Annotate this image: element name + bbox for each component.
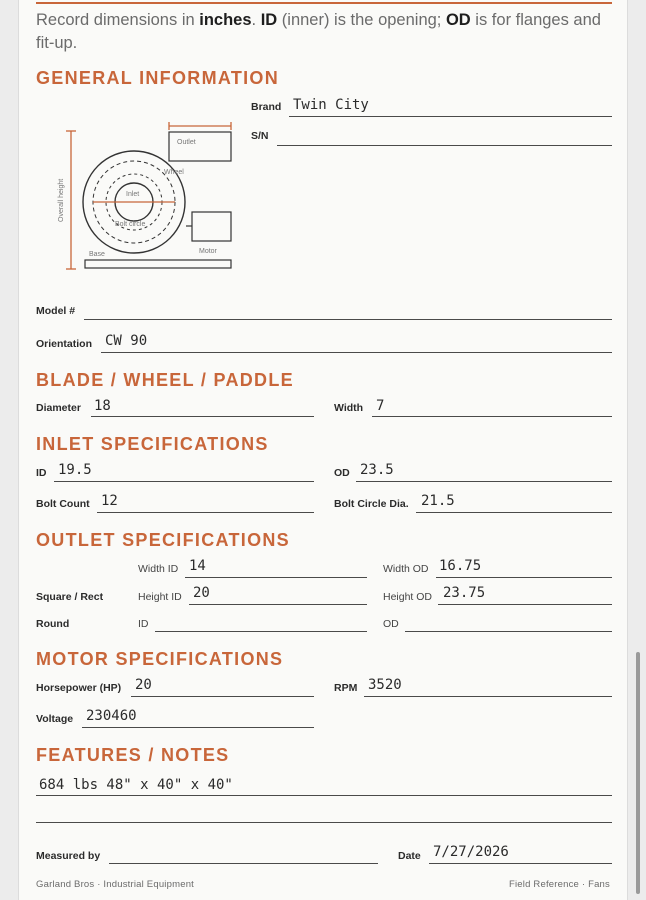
diameter-field[interactable] xyxy=(91,399,314,417)
rpm-value: 3520 xyxy=(368,677,402,693)
outlet-diagram-text: Outlet xyxy=(177,139,196,146)
inlet-diagram-text: Inlet xyxy=(126,191,140,198)
width-label: Width xyxy=(334,402,364,414)
bolt-circle-diagram-text: Bolt circle xyxy=(115,221,146,228)
round-od-label: OD xyxy=(383,618,399,630)
diameter-value: 18 xyxy=(94,398,111,414)
section-title-motor: MOTOR SPECIFICATIONS xyxy=(36,649,284,669)
sn-field[interactable] xyxy=(277,128,612,146)
voltage-value: 230460 xyxy=(86,708,137,724)
round-label: Round xyxy=(36,618,70,630)
inlet-id-value: 19.5 xyxy=(58,462,92,478)
diameter-label: Diameter xyxy=(36,402,81,414)
footer-right: Field Reference · Fans xyxy=(508,879,610,890)
section-title-inlet: INLET SPECIFICATIONS xyxy=(36,434,269,454)
date-label: Date xyxy=(398,850,421,862)
inlet-od-field[interactable] xyxy=(356,464,612,482)
sn-label: S/N xyxy=(251,130,269,142)
round-od-field[interactable] xyxy=(405,614,612,632)
inlet-id-label: ID xyxy=(36,467,47,479)
width-id-field[interactable] xyxy=(185,560,367,578)
form-sheet xyxy=(18,0,628,900)
base-diagram-text: Base xyxy=(89,251,105,258)
model-label: Model # xyxy=(36,305,76,317)
bolt-count-label: Bolt Count xyxy=(36,498,90,510)
height-od-value: 23.75 xyxy=(443,585,486,601)
width-field[interactable] xyxy=(372,399,612,417)
fan-diagram xyxy=(49,118,239,278)
round-id-field[interactable] xyxy=(155,614,367,632)
measured-by-label: Measured by xyxy=(36,850,101,862)
footer-left: Garland Bros · Industrial Equipment xyxy=(36,879,195,890)
intro-text: Record dimensions in inches. ID (inner) is the opening; OD is for flanges and fit-up. xyxy=(36,11,601,52)
width-id-label: Width ID xyxy=(138,563,179,575)
bolt-count-field[interactable] xyxy=(97,495,314,513)
width-od-value: 16.75 xyxy=(439,558,482,574)
scrollbar[interactable] xyxy=(636,652,640,894)
bolt-circle-value: 21.5 xyxy=(421,493,455,509)
round-id-label: ID xyxy=(138,618,149,630)
overall-height-text: Overall height xyxy=(58,178,65,222)
hp-field[interactable] xyxy=(131,679,314,697)
section-title-general: GENERAL INFORMATION xyxy=(36,68,280,88)
width-id-value: 14 xyxy=(189,558,206,574)
width-value: 7 xyxy=(376,398,385,414)
brand-label: Brand xyxy=(251,101,282,113)
width-od-label: Width OD xyxy=(383,563,429,575)
notes-value-1: 684 lbs 48" x 40" x 40" xyxy=(39,777,233,793)
height-id-value: 20 xyxy=(193,585,210,601)
bolt-count-value: 12 xyxy=(101,493,118,509)
inlet-od-label: OD xyxy=(334,467,350,479)
height-id-label: Height ID xyxy=(138,591,182,603)
wheel-diagram-text: Wheel xyxy=(164,169,184,176)
inlet-od-value: 23.5 xyxy=(360,462,394,478)
brand-value: Twin City xyxy=(293,97,369,113)
square-rect-label: Square / Rect xyxy=(36,591,104,603)
inlet-id-field[interactable] xyxy=(54,464,314,482)
section-title-blade: BLADE / WHEEL / PADDLE xyxy=(36,370,294,390)
hp-value: 20 xyxy=(135,677,152,693)
section-title-outlet: OUTLET SPECIFICATIONS xyxy=(36,530,290,550)
date-value: 7/27/2026 xyxy=(433,844,509,860)
measured-by-field[interactable] xyxy=(109,846,378,864)
height-id-field[interactable] xyxy=(189,587,367,605)
top-rule xyxy=(36,2,612,4)
voltage-label: Voltage xyxy=(36,713,74,725)
orientation-field[interactable] xyxy=(101,335,612,353)
motor-diagram-text: Motor xyxy=(199,248,217,255)
orientation-value: CW 90 xyxy=(105,333,148,349)
hp-label: Horsepower (HP) xyxy=(36,682,122,694)
orientation-label: Orientation xyxy=(36,338,93,350)
bolt-circle-label: Bolt Circle Dia. xyxy=(334,498,409,510)
height-od-label: Height OD xyxy=(383,591,433,603)
section-title-features: FEATURES / NOTES xyxy=(36,745,230,765)
rpm-label: RPM xyxy=(334,682,358,694)
model-field[interactable] xyxy=(84,302,612,320)
notes-line-2[interactable] xyxy=(36,805,612,823)
